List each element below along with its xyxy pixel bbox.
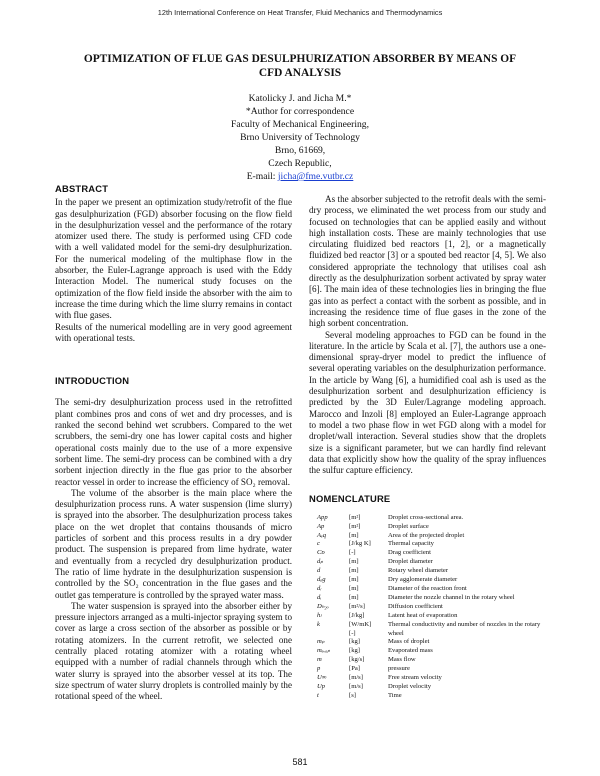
intro-paragraph: Several modeling approaches to FGD can be found in the literature. In the article by Scala et al. [7], the authors use a one-dimensional spray-dryer model to predict the influence of several operating variables on the desulphurization performance. In the article by Wang [6], a humidified coal ash is used as the desulphurization sorbent and desulphurization efficiency is predicted by the 3D Euler/Lagrange modeling approach. Marocco and Inzoli [8] employed an Euler-Lagrange approach to model a two phase flow in wet FGD along with a model for droplet/wall interaction. Several studies show that the droplets size is a significant parameter, but we can hardly find relevant data that explicitly show how the quality of the spray influences the sulfur capture efficiency. [309,329,546,476]
nomenclature-unit: [s] [349,691,356,699]
email-link[interactable]: jicha@fme.vutbr.cz [277,171,354,182]
nomenclature-symbol: dᵢ [317,593,322,601]
nomenclature-unit: [-] [349,549,356,557]
nomenclature-unit: [kg/s] [349,656,365,664]
city: Brno, 61669, [274,145,326,156]
nomenclature-description: Droplet velocity [388,682,432,690]
nomenclature-unit: [J/kg] [349,611,365,619]
nomenclature-unit: [m/s] [349,682,363,690]
nomenclature-description: Diameter of the reaction front [388,584,467,592]
country: Czech Republic, [268,158,332,169]
nomenclature-row [317,585,546,594]
nomenclature-row [317,603,546,612]
nomenclature-unit: [m/s] [349,674,363,682]
nomenclature-description: Rotary wheel diameter [388,567,449,575]
nomenclature-description: Dry agglomerate diameter [388,576,458,584]
nomenclature-unit: [kg] [349,647,360,655]
nomenclature-symbol: mₚ [317,638,325,646]
nomenclature-unit: [m²/s] [349,602,365,610]
nomenclature-symbol: Ap [317,522,325,530]
nomenclature-description: Thermal capacity [388,540,434,548]
nomenclature-symbol: dₚ [317,558,324,566]
paper-title [60,52,540,80]
nomenclature-description: Droplet surface [388,522,429,530]
nomenclature-row [317,692,546,701]
nomenclature-unit: [m] [349,593,359,601]
nomenclature-symbol: p [317,665,321,673]
abstract-paragraph: In the paper we present an optimization study/retrofit of the flue gas desulphurization (FGD) absorber focusing on the flow field in the desulphurization vessel and the performance of the rotary atomizer used there. The study is performed using CFD code with a well validated model for the semi-dry desulphurization. For the numerical modeling of the multiphase flow in the absorber, the Euler-Lagrange approach is used with the Eddy Interaction Model. The numerical study focuses on the optimization of the flow field inside the absorber with the aim to increase the time during which the lime slurry remains in contact with flue gases. [55,197,292,321]
nomenclature-symbol: Cᴅ [317,549,325,557]
author-block [150,92,450,183]
nomenclature-row [317,514,546,523]
title-line: OPTIMIZATION OF FLUE GAS DESULPHURIZATION ABSORBER BY MEANS OF [83,53,517,65]
author-names: Katolicky J. and Jicha M.* [248,93,352,104]
nomenclature-description: Droplet cross-sectional area. [388,513,464,521]
page-number: 581 [292,757,308,767]
nomenclature-row [317,612,546,621]
nomenclature-unit: [m] [349,567,359,575]
nomenclature-row [317,549,546,558]
nomenclature-symbol: k [317,620,320,628]
nomenclature-description: Latent heat of evaporation [388,611,458,619]
nomenclature-unit: [m²] [349,522,361,530]
nomenclature-symbol: Aₑq [317,531,327,539]
nomenclature-row [317,540,546,549]
nomenclature-row [317,532,546,541]
nomenclature-description: Time [388,691,402,699]
intro-paragraph: As the absorber subjected to the retrofit deals with the semi-dry process, we eliminated the wet process from our study and focused on technologies that can be applied easily and without high installation costs. These are mainly technologies that use circulating fluidized bed reactors [1, 2], or a magnetically fluidized bed reactor [3] or a spouted bed reactor [4, 5]. We also considered appropriate the technology that utilises coal ash directly as the desulphurization sorbent activated by spray water [6]. The main idea of these technologies lies in bringing the flue gas into as perfect a contact with the sorbent as possible, and in increasing the residence time of flue gases in the zone of the high sorbent concentration. [309,194,546,329]
email-label: E-mail: [246,171,278,182]
introduction-heading: INTRODUCTION [55,375,130,387]
title-line: CFD ANALYSIS [258,67,342,79]
nomenclature-heading: NOMENCLATURE [309,493,391,505]
nomenclature-unit: [m] [349,531,359,539]
nomenclature-unit: [m] [349,584,359,592]
nomenclature-description: Free stream velocity [388,674,442,682]
email-line [150,170,450,183]
nomenclature-unit: [m] [349,558,359,566]
nomenclature-symbol: Dₕ₂ₒ [317,602,329,610]
faculty: Faculty of Mechanical Engineering, [231,119,369,130]
right-column [309,194,546,701]
nomenclature-description: Diameter the nozzle channel in the rotary wheel [388,593,515,601]
nomenclature-symbol: U∞ [317,674,327,682]
nomenclature-row [317,656,546,665]
intro-paragraph: The water suspension is sprayed into the absorber either by pressure injectors arranged as a multi-injector spraying system to cover as large a cross section of the absorber as possible or by rotating atomizers. In the current retrofit, we selected one centrally placed rotating atomizer with a rotating wheel equipped with a number of radial channels through which the water slurry is sprayed into the absorber vessel at its top. The size spectrum of water slurry droplets is controlled mainly by the rotational speed of the wheel. [55,600,292,702]
nomenclature-row [317,647,546,656]
left-column [55,183,292,702]
nomenclature-symbol: dₐg [317,576,326,584]
nomenclature-description: Droplet diameter [388,558,433,566]
nomenclature-description: Area of the projected droplet [388,531,465,539]
nomenclature-unit: [m²] [349,513,361,521]
nomenclature-row [317,523,546,532]
nomenclature-symbol: m [317,656,322,664]
nomenclature-description: Drag coefficient [388,549,431,557]
nomenclature-unit: [W/mK] [-] [349,620,372,637]
nomenclature-description: Mass of droplet [388,638,430,646]
nomenclature-description: Thermal conductivity and number of nozzles in the rotary wheel [388,620,541,637]
nomenclature-row [317,638,546,647]
nomenclature-symbol: App [317,513,328,521]
nomenclature-symbol: c [317,540,320,548]
nomenclature-unit: [Pa] [349,665,360,673]
nomenclature-symbol: hₗ [317,611,322,619]
running-header: 12th International Conference on Heat Transfer, Fluid Mechanics and Thermodynamics [157,8,443,17]
abstract-heading: ABSTRACT [55,183,109,194]
nomenclature-description: Mass flow [388,656,416,664]
nomenclature-description: Diffusion coefficient [388,602,443,610]
nomenclature-unit: [kg] [349,638,360,646]
nomenclature-row [317,665,546,674]
nomenclature-row [317,558,546,567]
nomenclature-unit: [m] [349,576,359,584]
nomenclature-symbol: dᵣ [317,584,322,592]
university: Brno University of Technology [240,132,360,143]
nomenclature-symbol: Up [317,682,326,690]
intro-paragraph: The semi-dry desulphurization process used in the retrofitted plant combines pros and cons of wet and dry processes, and is ranked the second behind wet scrubbers. Compared to the wet scrubbers, the semi-dry one has lower capital costs and higher operational costs mainly due to the use of a more expensive sorbent lime. The semi-dry process can be combined with a dry sorbent injection directly in the flue gas prior to the absorber reactor vessel in order to increase the efficiency of SO₂ removal. [55,397,292,487]
nomenclature-symbol: d [317,567,321,575]
nomenclature-symbol: mₑᵥₐₚ [317,647,331,655]
correspondence-note: *Author for correspondence [245,106,355,117]
abstract-paragraph: Results of the numerical modelling are in very good agreement with operational tests. [55,321,292,343]
nomenclature-description: pressure [388,665,410,673]
nomenclature-table [317,514,546,701]
nomenclature-description: Evaporated mass [388,647,433,655]
nomenclature-row [317,576,546,585]
nomenclature-row [317,621,546,639]
nomenclature-unit: [J/kg K] [349,540,371,548]
nomenclature-row [317,567,546,576]
intro-paragraph: The volume of the absorber is the main place where the desulphurization process runs. A water suspension (lime slurry) is sprayed into the absorber. The desulphurization process takes place on the wet droplet that contains thousands of micro particles of sorbent and this process results in a dry powder product. The suspension is prepared from lime hydrate, water and eventually from a recycled dry desulphurization product. The ratio of lime hydrate in the desulphurization suspension is controlled by the SO₂ concentration in the flue gases and the outlet gas temperature is controlled by the sprayed water mass. [55,487,292,600]
nomenclature-row [317,683,546,692]
nomenclature-row [317,594,546,603]
nomenclature-symbol: t [317,691,319,699]
nomenclature-row [317,674,546,683]
